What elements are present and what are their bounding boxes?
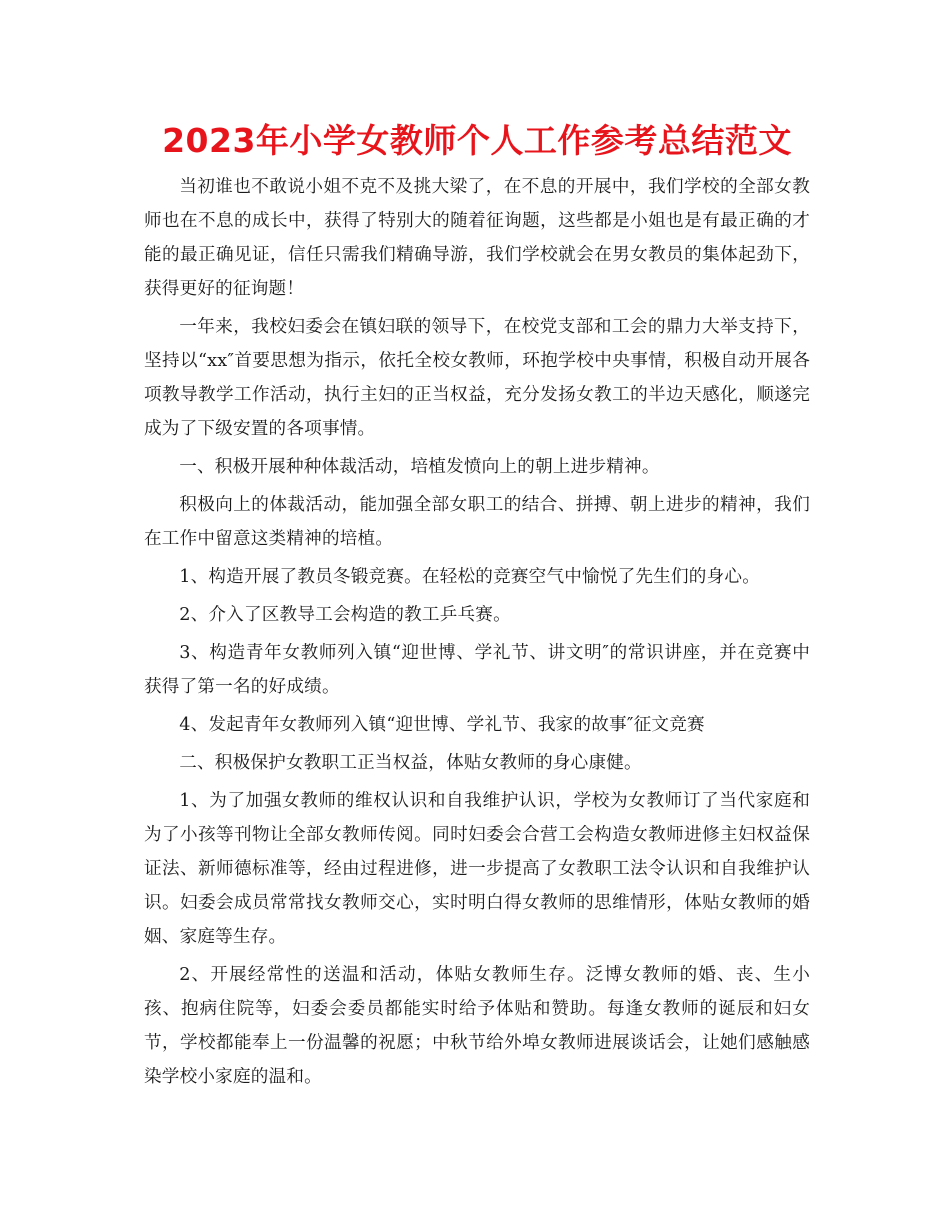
- list-item: 2、介入了区教导工会构造的教工乒乓赛。: [179, 605, 511, 625]
- list-item: 2、开展经常性的送温和活动，体贴女教师生存。泛博女教师的婚、丧、生小孩、抱病住院等，妇委会委员都能实时给予体贴和赞助。每逢女教师的诞辰和妇女节，学校都能奉上一份温馨的祝愿；中秋节给外埠女教师进展谈话会，让她们感触感染学校小家庭的温和。: [144, 965, 810, 1087]
- paragraph: 积极向上的体裁活动，能加强全部女职工的结合、拼搏、朝上进步的精神，我们在工作中留意这类精神的培植。: [144, 495, 810, 549]
- list-item: 1、构造开展了教员冬锻竞赛。在轻松的竞赛空气中愉悦了先生们的身心。: [179, 567, 760, 587]
- list-item: 4、发起青年女教师列入镇“迎世博、学礼节、我家的故事″征文竞赛: [179, 715, 705, 735]
- paragraph: 一年来，我校妇委会在镇妇联的领导下，在校党支部和工会的鼎力大举支持下，坚持以“xx″首要思想为指示，依托全校女教师，环抱学校中央事情，积极自动开展各项教导教学工作活动，执行主妇的正当权益，充分发扬女教工的半边天感化，顺遂完成为了下级安置的各项事情。: [144, 317, 810, 439]
- list-item: 1、为了加强女教师的维权认识和自我维护认识，学校为女教师订了当代家庭和为了小孩等刊物让全部女教师传阅。同时妇委会合营工会构造女教师进修主妇权益保证法、新师德标准等，经由过程进修，进一步提高了女教职工法令认识和自我维护认识。妇委会成员常常找女教师交心，实时明白得女教师的思维情形，体贴女教师的婚姻、家庭等生存。: [144, 791, 810, 947]
- section-heading: 二、积极保护女教职工正当权益，体贴女教师的身心康健。: [179, 753, 642, 773]
- paragraph: 当初谁也不敢说小姐不克不及挑大梁了，在不息的开展中，我们学校的全部女教师也在不息的成长中，获得了特别大的随着征询题，这些都是小姐也是有最正确的才能的最正确见证，信任只需我们精确导游，我们学校就会在男女教员的集体起劲下，获得更好的征询题！: [144, 177, 810, 299]
- document-title: 2023年小学女教师个人工作参考总结范文: [162, 121, 792, 160]
- document-body: [144, 170, 810, 1094]
- list-item: 3、构造青年女教师列入镇“迎世博、学礼节、讲文明″的常识讲座，并在竞赛中获得了第一名的好成绩。: [144, 643, 810, 697]
- section-heading: 一、积极开展种种体裁活动，培植发愤向上的朝上进步精神。: [179, 457, 660, 477]
